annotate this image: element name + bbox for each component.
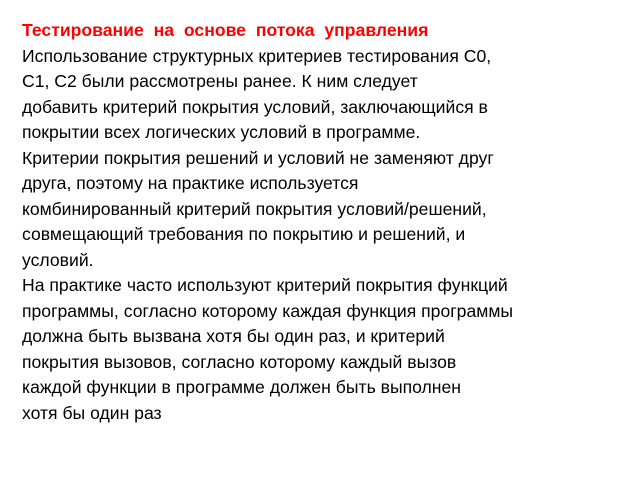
text-line: покрытия вызовов, согласно которому каждый вызов [22,351,457,372]
paragraph-structural-criteria [22,44,622,274]
text-line: должна быть вызвана хотя бы один раз, и критерий [22,326,445,346]
text-line: Критерии покрытия решений и условий не заменяют друг [22,147,494,168]
slide-title: Тестирование на основе потока управления [22,20,429,40]
text-line: хотя бы один раз [22,402,162,423]
text-line: покрытии всех логических условий в программе. [22,122,421,142]
text-line: Использование структурных критериев тестирования С0, [22,45,492,66]
text-line: каждой функции в программе должен быть выполнен [22,377,462,397]
text-line: условий. [22,249,94,270]
text-line: На практике часто используют критерий покрытия функций [22,275,508,295]
text-line: С1, С2 были рассмотрены ранее. К ним следует [22,71,418,91]
text-line: совмещающий требования по покрытию и решений, и [22,224,466,244]
paragraph-function-coverage [22,273,622,426]
text-line: программы, согласно которому каждая функция программы [22,300,514,321]
text-line: добавить критерий покрытия условий, заключающийся в [22,96,488,117]
slide-content [22,18,622,426]
text-line: комбинированный критерий покрытия условий/решений, [22,198,487,219]
text-line: друга, поэтому на практике используется [22,173,359,193]
